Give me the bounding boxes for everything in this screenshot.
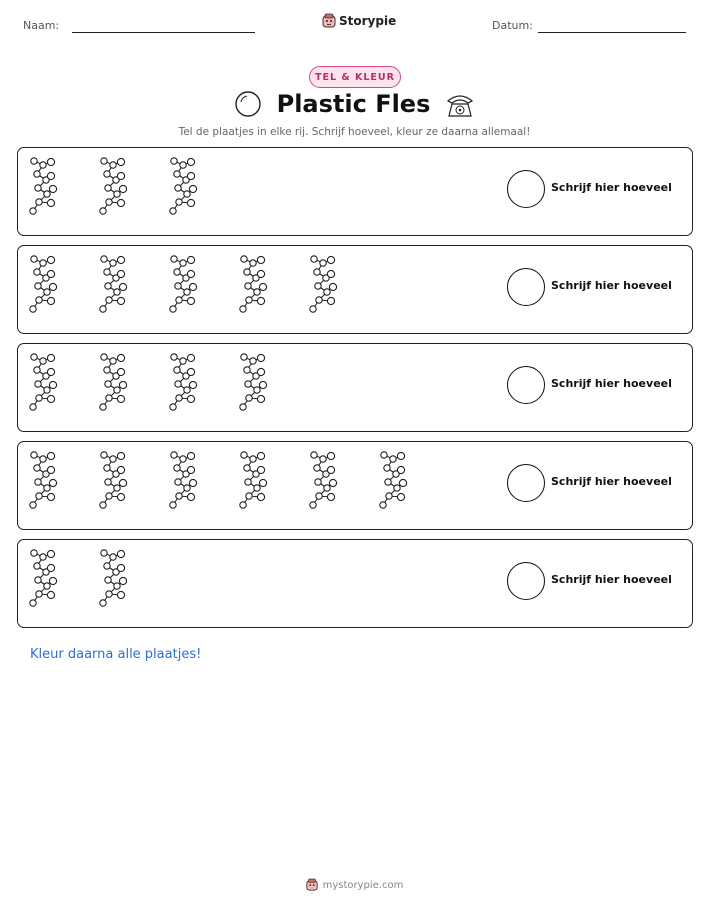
storypie-mascot-icon: [322, 13, 336, 29]
answer-circle[interactable]: [507, 268, 545, 306]
brand-logo: [322, 13, 396, 29]
instructions: Tel de plaatjes in elke rij. Schrijf hoeveel, kleur ze daarna allemaal!: [178, 126, 531, 138]
name-line[interactable]: [72, 32, 255, 33]
molecule-icon[interactable]: [99, 156, 129, 218]
site-footer: [0, 878, 709, 892]
answer-circle[interactable]: [507, 562, 545, 600]
molecule-icon[interactable]: [309, 254, 339, 316]
answer-label: Schrijf hier hoeveel: [551, 377, 672, 390]
molecule-icon[interactable]: [29, 156, 59, 218]
worksheet-badge: TEL & KLEUR: [309, 66, 401, 88]
site-url: mystorypie.com: [322, 879, 404, 891]
counting-row: [17, 343, 693, 432]
molecule-icon[interactable]: [239, 450, 269, 512]
bubble-icon: [233, 89, 263, 119]
footer-instruction: Kleur daarna alle plaatjes!: [30, 647, 202, 662]
molecule-icon[interactable]: [29, 352, 59, 414]
page-title: Plastic Fles: [276, 90, 431, 118]
molecule-icon[interactable]: [99, 548, 129, 610]
molecule-icon[interactable]: [239, 254, 269, 316]
row-items: [29, 352, 269, 414]
answer-circle[interactable]: [507, 170, 545, 208]
row-items: [29, 450, 409, 512]
answer-label: Schrijf hier hoeveel: [551, 279, 672, 292]
name-label: Naam:: [23, 19, 60, 32]
counting-row: [17, 245, 693, 334]
counting-rows: [17, 147, 693, 637]
molecule-icon[interactable]: [29, 254, 59, 316]
molecule-icon[interactable]: [29, 548, 59, 610]
molecule-icon[interactable]: [169, 254, 199, 316]
answer-label: Schrijf hier hoeveel: [551, 181, 672, 194]
molecule-icon[interactable]: [29, 450, 59, 512]
counting-row: [17, 441, 693, 530]
row-items: [29, 548, 129, 610]
molecule-icon[interactable]: [169, 352, 199, 414]
molecule-icon[interactable]: [99, 450, 129, 512]
counting-row: [17, 147, 693, 236]
molecule-icon[interactable]: [99, 254, 129, 316]
storypie-mascot-icon: [306, 878, 318, 892]
telephone-icon: [444, 89, 476, 119]
date-line[interactable]: [538, 32, 686, 33]
answer-label: Schrijf hier hoeveel: [551, 573, 672, 586]
molecule-icon[interactable]: [169, 156, 199, 218]
molecule-icon[interactable]: [379, 450, 409, 512]
row-items: [29, 156, 199, 218]
title-row: [0, 89, 709, 119]
molecule-icon[interactable]: [99, 352, 129, 414]
answer-circle[interactable]: [507, 464, 545, 502]
molecule-icon[interactable]: [239, 352, 269, 414]
answer-label: Schrijf hier hoeveel: [551, 475, 672, 488]
date-label: Datum:: [492, 19, 533, 32]
brand-name: Storypie: [339, 14, 397, 28]
counting-row: [17, 539, 693, 628]
answer-circle[interactable]: [507, 366, 545, 404]
molecule-icon[interactable]: [309, 450, 339, 512]
row-items: [29, 254, 339, 316]
molecule-icon[interactable]: [169, 450, 199, 512]
